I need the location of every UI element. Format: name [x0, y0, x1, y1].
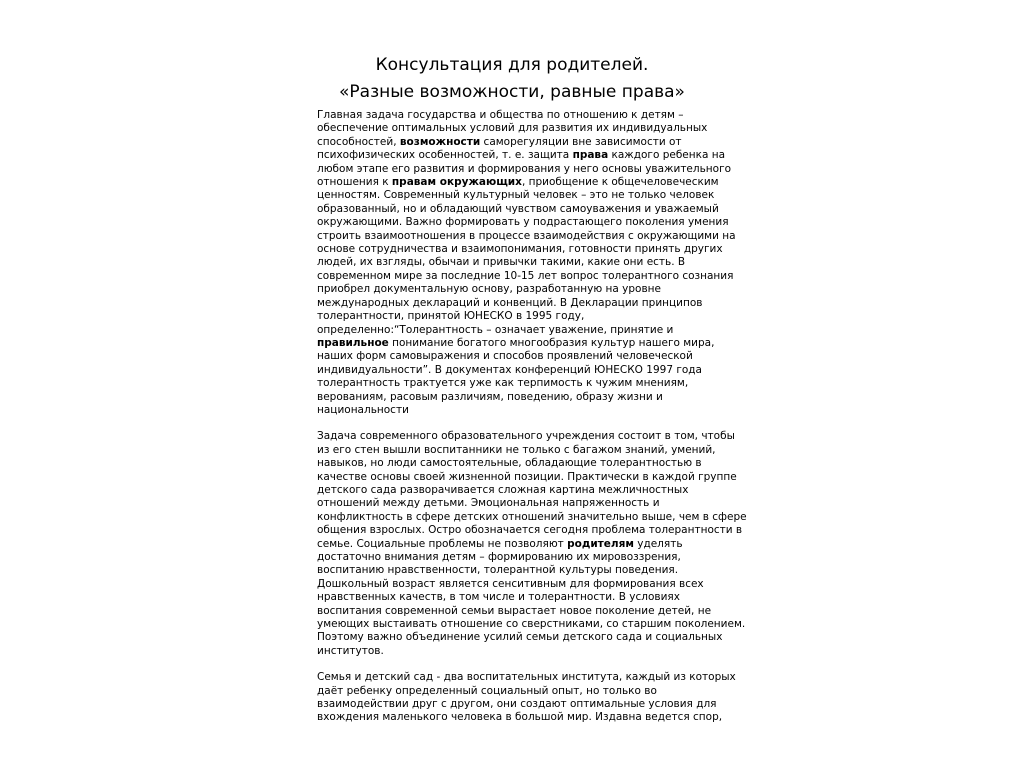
paragraph-2-text-2: уделять достаточно внимания детям – формированию их мировоззрения, воспитанию нравственности, толерантной культуры поведения. Дошкольный возраст является сенситивным для формирования всех нравственных качеств, в том числе и толерантности. В условиях воспитания современной семьи вырастает новое поколение детей, не умеющих выстаивать отношение со сверстниками, со старшим поколением. Поэтому важно объединение усилий семьи детского сада и социальных институтов.: [317, 537, 746, 657]
bold-term-roditelyam: родителям: [567, 537, 634, 550]
bold-term-prava: права: [572, 149, 609, 162]
document-title-line-2: «Разные возможности, равные права»: [339, 82, 685, 102]
document-title-line-1: Консультация для родителей.: [375, 55, 649, 75]
paragraph-1-text-1: Главная задача государства и общества по отношению к детям – обеспечение оптимальных условий для развития их индивидуальных способностей,: [317, 109, 708, 148]
paragraph-3: [317, 671, 747, 725]
paragraph-1-text-3: каждого ребенка на любом этапе его развития и формирования у него основы уважительного отношения к: [317, 149, 732, 189]
bold-term-vozmozhnosti: возможности: [399, 135, 481, 148]
document-body: [317, 109, 747, 738]
paragraph-2: [317, 430, 747, 658]
paragraph-2-text-1: Задача современного образовательного учреждения состоит в том, чтобы из его стен вышли воспитанники не только с багажом знаний, умений, навыков, но люди самостоятельные, обладающие толерантностью в качестве основы своей жизненной позиции. Практически в каждой группе детского сада разворачивается сложная картина межличностных отношений между детьми. Эмоциональная напряженность и конфликтность в сфере детских отношений значительно выше, чем в сфере общения взрослых. Остро обозначается сегодня проблема толерантности в семье. Социальные проблемы не позволяют: [317, 430, 747, 550]
paragraph-1: [317, 109, 747, 417]
bold-term-pravilnoe: правильное: [317, 336, 389, 349]
paragraph-1-text-5: понимание богатого многообразия культур нашего мира, наших форм самовыражения и способов проявлений человеческой индивидуальности”. В документах конференций ЮНЕСКО 1997 года толерантность трактуется уже как терпимость к чужим мнениям, верованиям, расовым различиям, поведению, образу жизни и национальности: [317, 336, 715, 416]
bold-term-pravam-okruzhayushchikh: правам окружающих: [391, 176, 522, 189]
paragraph-3-text-1: Семья и детский сад - два воспитательных института, каждый из которых даёт ребенку определенный социальный опыт, но только во взаимодействии друг с другом, они создают оптимальные условия для вхождения маленького человека в большой мир. Издавна ведется спор,: [317, 671, 736, 724]
paragraph-1-text-2: саморегуляции вне зависимости от психофизических особенностей, т. е. защита: [317, 135, 682, 162]
paragraph-1-text-4: , приобщение к общечеловеческим ценностям. Современный культурный человек – это не только человек образованный, но и обладающий чувством самоуважения и уважаемый окружающими. Важно формировать у подрастающего поколения умения строить взаимоотношения в процессе взаимодействия с окружающими на основе сотрудничества и взаимопонимания, готовности принять других людей, их взгляды, обычаи и привычки такими, какие они есть. В современном мире за последние 10-15 лет вопрос толерантного сознания приобрел документальную основу, разработанную на уровне международных деклараций и конвенций. В Декларации принципов толерантности, принятой ЮНЕСКО в 1995 году, определенно:“Толерантность – означает уважение, принятие и: [317, 176, 736, 336]
